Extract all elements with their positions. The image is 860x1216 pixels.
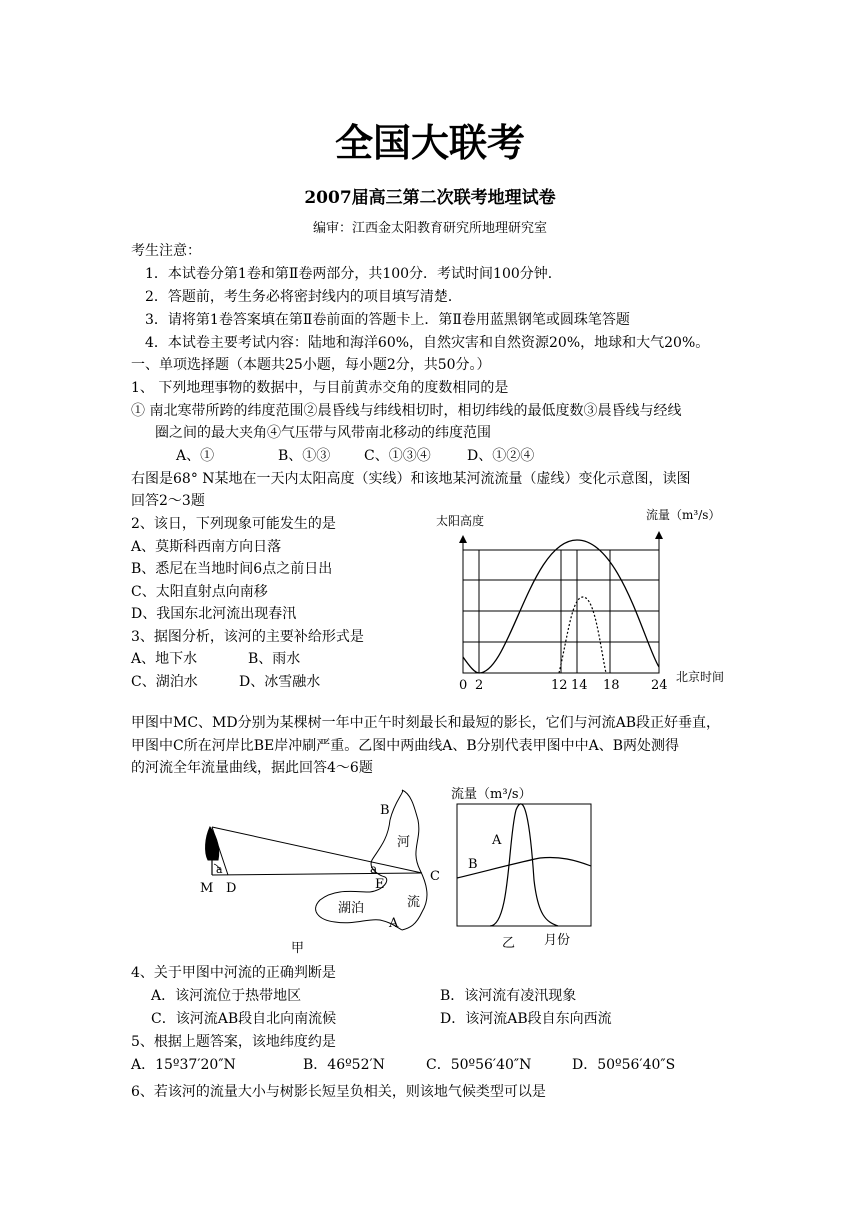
q5-stem: 5、根据上题答案，该地纬度约是 (131, 1034, 336, 1050)
chart1-tick: 24 (651, 678, 668, 693)
notice-item-1: 1．本试卷分第1卷和第Ⅱ卷两部分，共100分．考试时间100分钟． (145, 266, 562, 282)
exam-subtitle: 2007届高三第二次联考地理试卷 (304, 188, 556, 208)
chart1-tick: 12 (551, 678, 568, 693)
sun-altitude-flow-chart (420, 505, 740, 695)
label-a: A (389, 916, 399, 931)
tree-icon (206, 827, 219, 860)
q2-stem: 2、该日，下列现象可能发生的是 (131, 516, 336, 532)
q3-option-a: A、地下水 (131, 651, 198, 667)
intro23-line1: 右图是68° N某地在一天内太阳高度（实线）和该地某河流流量（虚线）变化示意图，读图 (131, 471, 691, 487)
q5-option-a: A．15º37′20″N (131, 1057, 236, 1073)
label-b: B (380, 803, 390, 818)
intro46-line2: 甲图中C所在河岸比BE岸冲刷严重。乙图中两曲线A、B分别代表甲图中中A、B两处测得 (131, 738, 680, 754)
section-heading: 一、单项选择题（本题共25小题，每小题2分，共50分。） (131, 357, 491, 373)
chart1-tick: 0 (459, 678, 468, 693)
chart-yi-x-label: 月份 (544, 933, 571, 948)
q5-option-c: C．50º56′40″N (426, 1057, 532, 1073)
editor-line: 编审：江西金太阳教育研究所地理研究室 (312, 221, 547, 236)
q2-option-c: C、太阳直射点向南移 (131, 584, 268, 600)
q3-option-d: D、冰雪融水 (239, 674, 321, 690)
q4-option-d: D．该河流AB段自东向西流 (440, 1011, 612, 1027)
chart-yi-y-label: 流量（m³/s） (451, 787, 532, 802)
q1-line2: 圈之间的最大夹角④气压带与风带南北移动的纬度范围 (155, 425, 491, 441)
chart1-right-label: 流量（m³/s） (646, 508, 721, 522)
label-liu: 流 (407, 895, 421, 910)
q4-option-b: B．该河流有凌汛现象 (440, 988, 577, 1004)
q4-option-c: C．该河流AB段自北向南流候 (151, 1011, 337, 1027)
q4-option-a: A．该河流位于热带地区 (151, 988, 302, 1004)
caption-yi: 乙 (502, 936, 516, 951)
chart1-left-arrow (459, 535, 467, 543)
series-a-curve (490, 804, 558, 926)
notice-item-4: 4．本试卷主要考试内容：陆地和海洋60%，自然灾害和自然资源20%，地球和大气20%。 (145, 335, 710, 351)
intro46-line3: 的河流全年流量曲线，据此回答4～6题 (131, 760, 373, 776)
notice-item-2: 2．答题前，考生务必将密封线内的项目填写清楚． (145, 289, 462, 305)
label-d: D (226, 881, 237, 896)
intro46-line1: 甲图中MC、MD分别为某棵树一年中正午时刻最长和最短的影长，它们与河流AB段正好垂直， (131, 715, 721, 731)
q2-option-d: D、我国东北河流出现春汛 (131, 606, 297, 622)
q1-option-c: C、①③④ (364, 448, 431, 464)
q5-option-d: D．50º56′40″S (572, 1057, 676, 1073)
q1-option-d: D、①②④ (467, 448, 535, 464)
label-e: E (375, 877, 385, 892)
diagram-jia (190, 780, 450, 960)
series-a-label: A (492, 833, 502, 848)
chart1-left-label: 太阳高度 (436, 514, 485, 528)
q3-option-c: C、湖泊水 (131, 674, 198, 690)
shadow-line-mc (212, 873, 422, 875)
label-lake: 湖泊 (338, 901, 365, 916)
q6-stem: 6、若该河的流量大小与树影长短呈负相关，则该地气候类型可以是 (131, 1084, 546, 1100)
q3-stem: 3、据图分析，该河的主要补给形式是 (131, 629, 364, 645)
notice-heading: 考生注意： (131, 243, 201, 259)
q4-stem: 4、关于甲图中河流的正确判断是 (131, 965, 336, 981)
angle-label: a (216, 863, 223, 876)
chart1-tick: 14 (571, 678, 588, 693)
q1-option-a: A、① (176, 448, 215, 464)
shadow-line-upper (212, 827, 422, 873)
label-he: 河 (397, 835, 411, 850)
series-b-label: B (468, 857, 478, 872)
q1-stem: 1、 下列地理事物的数据中，与目前黄赤交角的度数相同的是 (131, 380, 509, 396)
label-c: C (430, 869, 440, 884)
chart1-tick: 18 (603, 678, 620, 693)
q2-option-a: A、莫斯科西南方向日落 (131, 539, 282, 555)
q3-option-b: B、雨水 (248, 651, 301, 667)
chart1-tick: 2 (475, 678, 484, 693)
river-flow-curve (559, 597, 606, 673)
chart1-x-unit: 北京时间 (676, 670, 725, 684)
intro23-line2: 回答2～3题 (131, 493, 205, 509)
notice-item-3: 3．请将第1卷答案填在第Ⅱ卷前面的答题卡上．第Ⅱ卷用蓝黑钢笔或圆珠笔答题 (145, 312, 630, 328)
page-title: 全国大联考 (334, 121, 525, 165)
q5-option-b: B．46º52′N (303, 1057, 385, 1073)
q1-option-b: B、①③ (278, 448, 331, 464)
label-m: M (200, 881, 214, 896)
chart-yi (440, 780, 610, 960)
caption-jia: 甲 (291, 941, 305, 956)
chart1-right-arrow (655, 531, 663, 539)
q1-line1: ① 南北寒带所跨的纬度范围②晨昏线与纬线相切时，相切纬线的最低度数③晨昏线与经线 (131, 403, 682, 419)
q2-option-b: B、悉尼在当地时间6点之前日出 (131, 561, 333, 577)
label-a-small: a (370, 862, 378, 876)
